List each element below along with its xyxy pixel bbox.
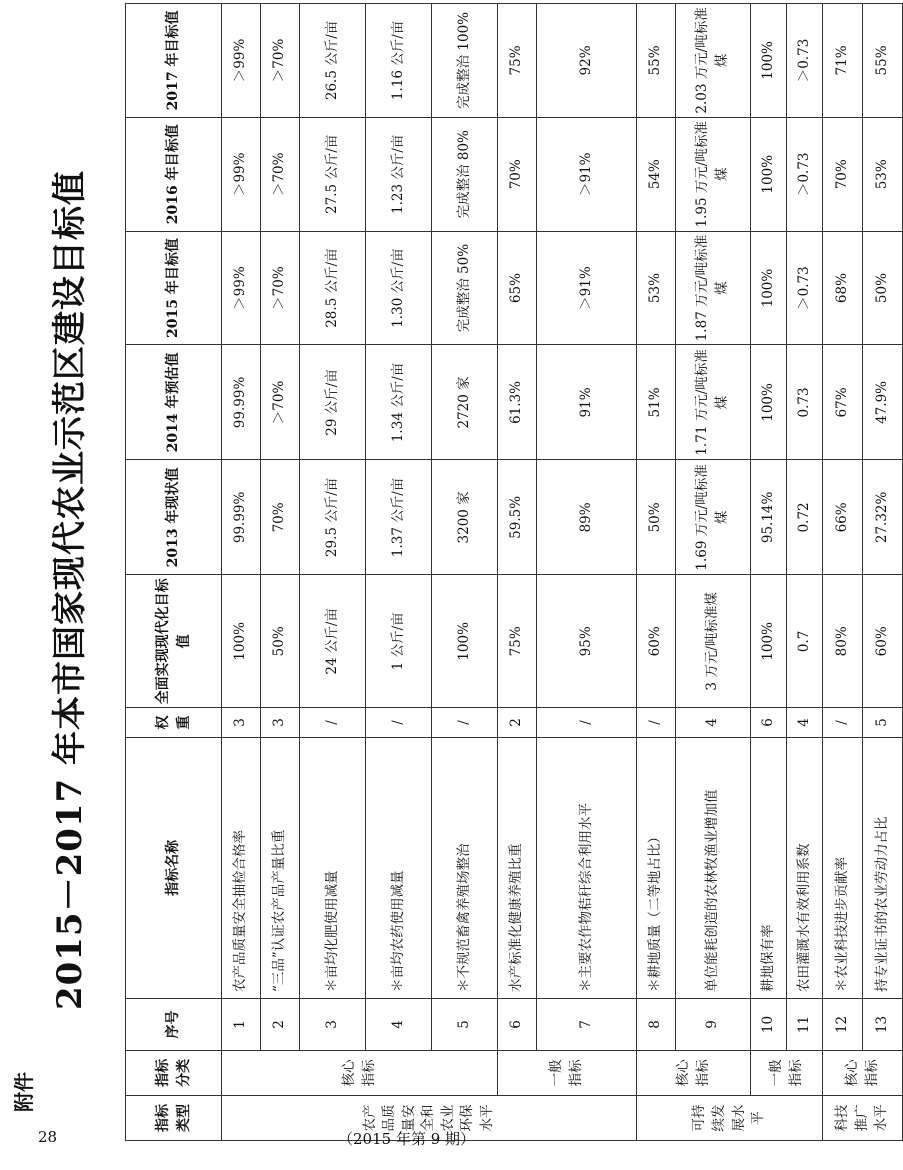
row-2013: 29.5 公斤/亩 (300, 460, 366, 575)
row-goal: 60% (637, 575, 676, 708)
row-2015: 65% (498, 231, 537, 345)
table-row (676, 4, 751, 1141)
col-header-2014: 2014 年预估值 (126, 345, 222, 460)
table-row (222, 4, 261, 1141)
row-goal: 60% (863, 575, 903, 708)
row-weight: 6 (751, 708, 787, 737)
table-row (300, 4, 366, 1141)
row-2015: 完成整治 50% (432, 231, 498, 345)
col-header-category: 指标分类 (126, 1050, 222, 1095)
row-2016: 1.95 万元/吨标准煤 (676, 117, 751, 231)
row-no: 7 (537, 999, 637, 1051)
col-header-2013: 2013 年现状值 (126, 460, 222, 575)
row-goal: 95% (537, 575, 637, 708)
table-row (432, 4, 498, 1141)
type-cell-sustainability: 可持续发展水平 (637, 1095, 823, 1140)
row-2015: 50% (863, 231, 903, 345)
col-header-goal: 全面实现现代化目标值 (126, 575, 222, 708)
row-weight: 4 (676, 708, 751, 737)
row-2013: 1.37 公斤/亩 (366, 460, 432, 575)
row-no: 13 (863, 999, 903, 1051)
row-name: ＊亩均农药使用减量 (366, 737, 432, 998)
row-2014: 47.9% (863, 345, 903, 460)
page-number: 28 (38, 1128, 58, 1146)
row-2016: 27.5 公斤/亩 (300, 117, 366, 231)
row-2014: 67% (823, 345, 863, 460)
attachment-label: 附件 (12, 1072, 36, 1112)
row-2013: 1.69 万元/吨标准煤 (676, 460, 751, 575)
row-2014: 1.34 公斤/亩 (366, 345, 432, 460)
row-2014: 91% (537, 345, 637, 460)
table-row (537, 4, 637, 1141)
row-goal: 100% (432, 575, 498, 708)
issue-label: （2015 年第 9 期） (338, 1130, 476, 1148)
row-no: 8 (637, 999, 676, 1051)
row-2015: 1.30 公斤/亩 (366, 231, 432, 345)
row-weight: / (637, 708, 676, 737)
row-goal: 3 万元/吨标准煤 (676, 575, 751, 708)
row-weight: 2 (498, 708, 537, 737)
page-title: 2015－2017 年本市国家现代农业示范区建设目标值 (50, 169, 90, 1011)
row-goal: 75% (498, 575, 537, 708)
row-2013: 89% (537, 460, 637, 575)
row-2013: 66% (823, 460, 863, 575)
row-2014: 61.3% (498, 345, 537, 460)
row-2017: 完成整治 100% (432, 4, 498, 118)
col-header-no: 序号 (126, 999, 222, 1051)
row-weight: / (300, 708, 366, 737)
row-name: ＊主要农作物秸秆综合利用水平 (537, 737, 637, 998)
table-row (823, 4, 863, 1141)
row-no: 4 (366, 999, 432, 1051)
row-2015: ＞99% (222, 231, 261, 345)
row-name: 持专业证书的农业劳动力占比 (863, 737, 903, 998)
row-2016: 100% (751, 117, 787, 231)
row-2016: 70% (498, 117, 537, 231)
row-name: 农产品质量安全抽检合格率 (222, 737, 261, 998)
table-row (498, 4, 537, 1141)
row-2015: ＞70% (261, 231, 300, 345)
category-cell-core: 核心指标 (222, 1050, 498, 1095)
row-2013: 0.72 (787, 460, 823, 575)
category-cell-general: 一般指标 (751, 1050, 823, 1095)
row-no: 11 (787, 999, 823, 1051)
row-no: 3 (300, 999, 366, 1051)
row-weight: / (537, 708, 637, 737)
row-weight: 4 (787, 708, 823, 737)
col-header-type: 指标类型 (126, 1095, 222, 1140)
row-2013: 70% (261, 460, 300, 575)
row-2013: 3200 家 (432, 460, 498, 575)
row-2017: 100% (751, 4, 787, 118)
row-goal: 0.7 (787, 575, 823, 708)
indicator-table-wrapper (125, 3, 890, 1141)
row-goal: 50% (261, 575, 300, 708)
row-2017: 2.03 万元/吨标准煤 (676, 4, 751, 118)
row-2016: 1.23 公斤/亩 (366, 117, 432, 231)
row-goal: 100% (751, 575, 787, 708)
row-2017: 1.16 公斤/亩 (366, 4, 432, 118)
row-2014: 100% (751, 345, 787, 460)
row-no: 12 (823, 999, 863, 1051)
row-2017: 71% (823, 4, 863, 118)
row-2016: ＞91% (537, 117, 637, 231)
type-cell-quality: 农产品质量安全和农业环保水平 (222, 1095, 637, 1140)
row-2017: 92% (537, 4, 637, 118)
row-name: ＊农业科技进步贡献率 (823, 737, 863, 998)
row-2017: 75% (498, 4, 537, 118)
category-cell-general: 一般指标 (498, 1050, 637, 1095)
row-2017: 55% (863, 4, 903, 118)
row-name: ＊亩均化肥使用减量 (300, 737, 366, 998)
table-row (751, 4, 787, 1141)
row-name: “三品”认证农产品产量比重 (261, 737, 300, 998)
row-2017: ＞70% (261, 4, 300, 118)
row-no: 2 (261, 999, 300, 1051)
row-2017: 55% (637, 4, 676, 118)
table-row (261, 4, 300, 1141)
table-row (863, 4, 903, 1141)
row-no: 9 (676, 999, 751, 1051)
row-goal: 100% (222, 575, 261, 708)
row-2017: ＞0.73 (787, 4, 823, 118)
row-no: 1 (222, 999, 261, 1051)
row-weight: / (366, 708, 432, 737)
row-weight: / (432, 708, 498, 737)
table-row (366, 4, 432, 1141)
row-2015: ＞0.73 (787, 231, 823, 345)
row-2015: 68% (823, 231, 863, 345)
row-2014: 1.71 万元/吨标准煤 (676, 345, 751, 460)
row-2013: 95.14% (751, 460, 787, 575)
col-header-weight: 权重 (126, 708, 222, 737)
row-weight: / (823, 708, 863, 737)
row-2017: ＞99% (222, 4, 261, 118)
table-row (637, 4, 676, 1141)
row-2015: ＞91% (537, 231, 637, 345)
row-2015: 53% (637, 231, 676, 345)
col-header-2015: 2015 年目标值 (126, 231, 222, 345)
row-weight: 5 (863, 708, 903, 737)
indicator-table (125, 3, 903, 1141)
row-name: 农田灌溉水有效利用系数 (787, 737, 823, 998)
row-2014: 0.73 (787, 345, 823, 460)
table-header-row (126, 4, 222, 1141)
row-2014: 99.99% (222, 345, 261, 460)
row-goal: 1 公斤/亩 (366, 575, 432, 708)
row-2014: 29 公斤/亩 (300, 345, 366, 460)
row-2013: 99.99% (222, 460, 261, 575)
row-2013: 27.32% (863, 460, 903, 575)
row-weight: 3 (222, 708, 261, 737)
row-name: ＊不规范畜禽养殖场整治 (432, 737, 498, 998)
col-header-2016: 2016 年目标值 (126, 117, 222, 231)
row-2016: 70% (823, 117, 863, 231)
row-2013: 50% (637, 460, 676, 575)
row-no: 6 (498, 999, 537, 1051)
row-2017: 26.5 公斤/亩 (300, 4, 366, 118)
col-header-name: 指标名称 (126, 737, 222, 998)
table-row (787, 4, 823, 1141)
row-name: ＊耕地质量（二等地占比） (637, 737, 676, 998)
row-goal: 80% (823, 575, 863, 708)
type-cell-tech: 科技推广水平 (823, 1095, 903, 1140)
row-2016: ＞70% (261, 117, 300, 231)
row-2016: ＞0.73 (787, 117, 823, 231)
row-goal: 24 公斤/亩 (300, 575, 366, 708)
row-2016: 53% (863, 117, 903, 231)
row-2015: 28.5 公斤/亩 (300, 231, 366, 345)
row-name: 单位能耗创造的农林牧渔业增加值 (676, 737, 751, 998)
row-2016: 完成整治 80% (432, 117, 498, 231)
category-cell-core: 核心指标 (637, 1050, 751, 1095)
row-no: 10 (751, 999, 787, 1051)
col-header-2017: 2017 年目标值 (126, 4, 222, 118)
row-name: 水产标准化健康养殖比重 (498, 737, 537, 998)
row-2014: 2720 家 (432, 345, 498, 460)
row-2015: 100% (751, 231, 787, 345)
row-weight: 3 (261, 708, 300, 737)
row-2016: 54% (637, 117, 676, 231)
row-2014: ＞70% (261, 345, 300, 460)
row-2013: 59.5% (498, 460, 537, 575)
row-no: 5 (432, 999, 498, 1051)
category-cell-core: 核心指标 (823, 1050, 903, 1095)
row-name: 耕地保有率 (751, 737, 787, 998)
row-2015: 1.87 万元/吨标准煤 (676, 231, 751, 345)
row-2016: ＞99% (222, 117, 261, 231)
row-2014: 51% (637, 345, 676, 460)
